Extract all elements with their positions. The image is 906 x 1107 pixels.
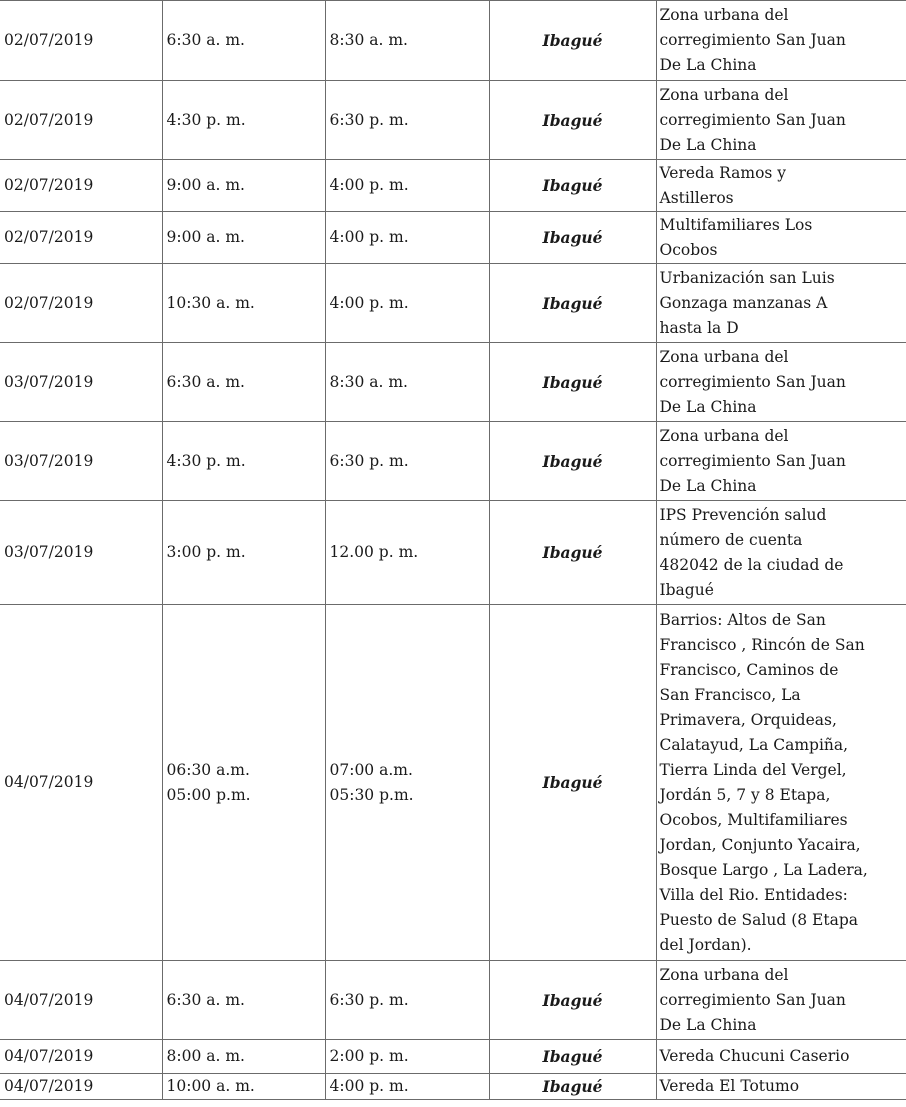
date-cell: 02/07/2019	[0, 1, 162, 81]
date-cell: 02/07/2019	[0, 264, 162, 343]
city-cell: Ibagué	[489, 264, 656, 343]
table-row	[0, 343, 906, 422]
date-cell: 03/07/2019	[0, 501, 162, 605]
location-cell: Barrios: Altos de San Francisco , Rincón de San Francisco, Caminos de San Francisco, La Primavera, Orquideas, Calatayud, La Campiña, Tierra Linda del Vergel, Jordán 5, 7 y 8 Etapa, Ocobos, Multifamiliares Jordan, Conjunto Yacaira, Bosque Largo , La Ladera, Villa del Rio. Entidades: Puesto de Salud (8 Etapa del Jordan).	[656, 605, 906, 961]
end-time-cell: 4:00 p. m.	[325, 160, 489, 212]
start-time-cell: 9:00 a. m.	[162, 212, 325, 264]
end-time-cell: 6:30 p. m.	[325, 81, 489, 160]
city-cell: Ibagué	[489, 343, 656, 422]
end-time-cell: 4:00 p. m.	[325, 264, 489, 343]
city-cell: Ibagué	[489, 605, 656, 961]
date-cell: 02/07/2019	[0, 81, 162, 160]
city-cell: Ibagué	[489, 501, 656, 605]
table-row	[0, 501, 906, 605]
table-row	[0, 422, 906, 501]
start-time-cell: 06:30 a.m. 05:00 p.m.	[162, 605, 325, 961]
date-cell: 02/07/2019	[0, 160, 162, 212]
city-cell: Ibagué	[489, 81, 656, 160]
end-time-cell: 4:00 p. m.	[325, 1074, 489, 1100]
location-cell: Zona urbana del corregimiento San Juan De La China	[656, 961, 906, 1040]
table-row	[0, 1074, 906, 1100]
end-time-cell: 2:00 p. m.	[325, 1040, 489, 1074]
location-cell: Vereda Ramos y Astilleros	[656, 160, 906, 212]
date-cell: 04/07/2019	[0, 961, 162, 1040]
city-cell: Ibagué	[489, 1074, 656, 1100]
location-cell: Multifamiliares Los Ocobos	[656, 212, 906, 264]
location-cell: Zona urbana del corregimiento San Juan De La China	[656, 81, 906, 160]
table-row	[0, 264, 906, 343]
start-time-cell: 10:00 a. m.	[162, 1074, 325, 1100]
start-time-cell: 6:30 a. m.	[162, 961, 325, 1040]
end-time-cell: 8:30 a. m.	[325, 343, 489, 422]
table-row	[0, 961, 906, 1040]
city-cell: Ibagué	[489, 1, 656, 81]
start-time-cell: 9:00 a. m.	[162, 160, 325, 212]
end-time-cell: 12.00 p. m.	[325, 501, 489, 605]
city-cell: Ibagué	[489, 961, 656, 1040]
start-time-cell: 8:00 a. m.	[162, 1040, 325, 1074]
location-cell: Urbanización san Luis Gonzaga manzanas A hasta la D	[656, 264, 906, 343]
date-cell: 03/07/2019	[0, 422, 162, 501]
table-row	[0, 81, 906, 160]
date-cell: 02/07/2019	[0, 212, 162, 264]
date-cell: 04/07/2019	[0, 1040, 162, 1074]
location-cell: Zona urbana del corregimiento San Juan De La China	[656, 343, 906, 422]
date-cell: 04/07/2019	[0, 1074, 162, 1100]
location-cell: Zona urbana del corregimiento San Juan De La China	[656, 1, 906, 81]
city-cell: Ibagué	[489, 422, 656, 501]
schedule-body	[0, 1, 906, 1100]
start-time-cell: 3:00 p. m.	[162, 501, 325, 605]
table-row	[0, 1, 906, 81]
start-time-cell: 6:30 a. m.	[162, 1, 325, 81]
end-time-cell: 6:30 p. m.	[325, 422, 489, 501]
date-cell: 03/07/2019	[0, 343, 162, 422]
location-cell: Zona urbana del corregimiento San Juan De La China	[656, 422, 906, 501]
end-time-cell: 07:00 a.m. 05:30 p.m.	[325, 605, 489, 961]
start-time-cell: 10:30 a. m.	[162, 264, 325, 343]
start-time-cell: 4:30 p. m.	[162, 422, 325, 501]
end-time-cell: 6:30 p. m.	[325, 961, 489, 1040]
table-row	[0, 1040, 906, 1074]
date-cell: 04/07/2019	[0, 605, 162, 961]
table-row	[0, 212, 906, 264]
end-time-cell: 4:00 p. m.	[325, 212, 489, 264]
start-time-cell: 6:30 a. m.	[162, 343, 325, 422]
city-cell: Ibagué	[489, 212, 656, 264]
table-row	[0, 160, 906, 212]
city-cell: Ibagué	[489, 1040, 656, 1074]
end-time-cell: 8:30 a. m.	[325, 1, 489, 81]
table-row	[0, 605, 906, 961]
location-cell: IPS Prevención salud número de cuenta 482042 de la ciudad de Ibagué	[656, 501, 906, 605]
start-time-cell: 4:30 p. m.	[162, 81, 325, 160]
location-cell: Vereda El Totumo	[656, 1074, 906, 1100]
location-cell: Vereda Chucuni Caserio	[656, 1040, 906, 1074]
city-cell: Ibagué	[489, 160, 656, 212]
